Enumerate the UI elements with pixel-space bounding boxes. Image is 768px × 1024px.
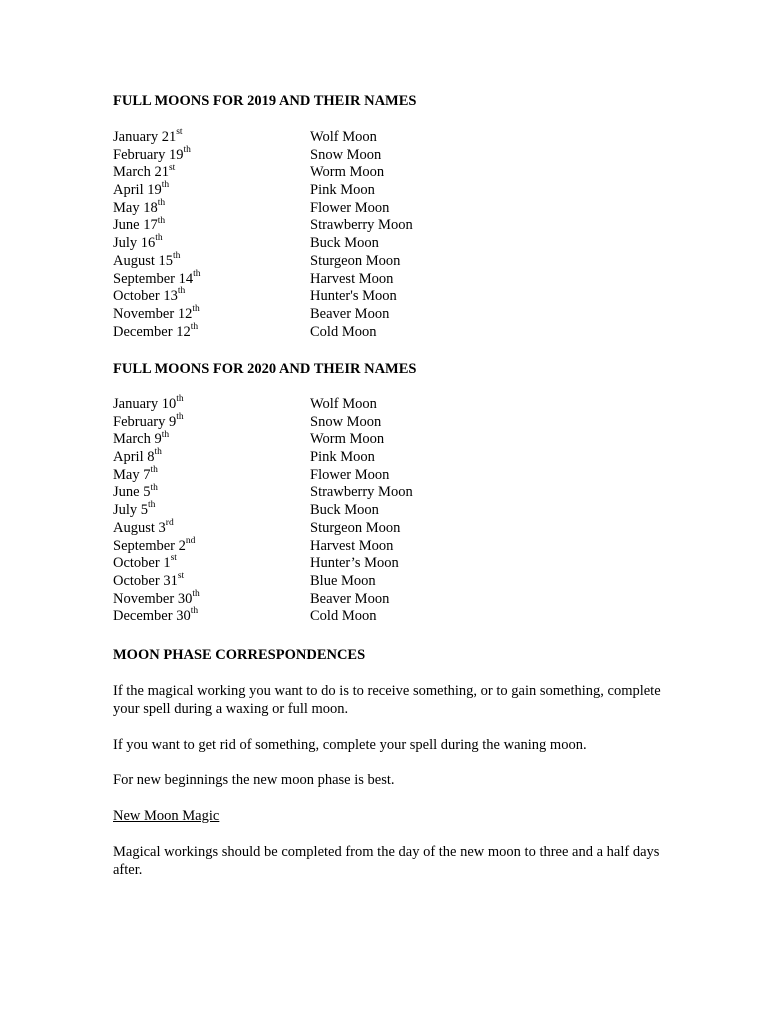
moon-date	[113, 608, 198, 626]
moon-date-suffix: th	[176, 394, 184, 405]
moon-date	[113, 573, 184, 591]
moon-name: Worm Moon	[310, 164, 385, 181]
paragraph-receive: If the magical working you want to do is to receive something, or to gain something, complete your spell during a waxing or full moon.	[113, 683, 661, 717]
paragraph-get-rid: If you want to get rid of something, complete your spell during the waning moon.	[113, 737, 587, 753]
moon-date-suffix: th	[161, 180, 170, 191]
moon-date-suffix: th	[176, 411, 184, 422]
moon-date-suffix: st	[177, 571, 185, 582]
moon-name: Harvest Moon	[310, 270, 394, 287]
moon-name: Cold Moon	[310, 323, 377, 340]
moon-date-text: December 12	[113, 323, 191, 340]
moon-row	[113, 164, 513, 182]
moon-name: Pink Moon	[310, 182, 375, 199]
moon-name: Snow Moon	[310, 146, 382, 163]
moon-date-text: March 9	[113, 431, 162, 448]
moon-date	[113, 517, 174, 538]
moon-date	[113, 464, 158, 485]
moon-date-suffix: th	[148, 500, 156, 511]
moon-date-suffix: th	[150, 482, 158, 493]
moon-date	[113, 235, 163, 253]
moon-row	[113, 396, 513, 414]
moon-row	[113, 288, 513, 306]
moon-date-text: August 3	[113, 519, 166, 536]
moon-date-text: November 30	[113, 590, 193, 607]
moon-date-text: March 21	[113, 164, 169, 181]
moon-date	[113, 502, 155, 520]
moon-name: Flower Moon	[310, 466, 390, 483]
moon-date-text: June 5	[113, 484, 151, 501]
moon-date-suffix: st	[170, 553, 177, 564]
moon-name: Wolf Moon	[310, 396, 377, 412]
moon-date-text: July 5	[113, 502, 149, 519]
moon-date-text: April 8	[113, 449, 155, 466]
moon-date	[113, 306, 200, 324]
moon-date	[113, 197, 166, 218]
moon-date-suffix: st	[176, 127, 183, 138]
moon-row	[113, 517, 513, 538]
moon-date-text: June 17	[113, 217, 158, 234]
moon-date-text: November 12	[113, 305, 193, 322]
moon-row	[113, 306, 513, 324]
moon-date-suffix: th	[192, 304, 200, 315]
moon-name: Sturgeon Moon	[310, 252, 401, 269]
moon-date	[113, 555, 177, 573]
moon-date-text: January 10	[113, 396, 177, 412]
moon-name: Buck Moon	[310, 502, 379, 519]
heading-2019: FULL MOONS FOR 2019 AND THEIR NAMES	[113, 93, 417, 109]
moon-date-text: February 19	[113, 146, 184, 163]
moon-row	[113, 588, 513, 609]
moon-date	[113, 321, 199, 342]
moon-date	[113, 144, 191, 165]
moon-date-suffix: rd	[165, 517, 174, 528]
moon-date-text: October 13	[113, 288, 178, 305]
moon-row	[113, 464, 513, 485]
heading-correspondences: MOON PHASE CORRESPONDENCES	[113, 647, 366, 663]
moon-name: Beaver Moon	[310, 305, 390, 322]
moon-row	[113, 431, 513, 449]
moon-date-suffix: th	[155, 233, 163, 244]
paragraph-new-moon-workings: Magical workings should be completed from the day of the new moon to three and a half days after.	[113, 844, 660, 878]
moon-name: Harvest Moon	[310, 537, 394, 554]
moon-name: Hunter's Moon	[310, 288, 397, 305]
moon-row	[113, 608, 513, 626]
moon-date-text: October 1	[113, 555, 171, 572]
moon-date-text: May 7	[113, 466, 151, 483]
moon-name: Strawberry Moon	[310, 484, 413, 501]
moon-date	[113, 288, 185, 306]
moon-date-suffix: th	[157, 215, 166, 226]
moon-date-suffix: th	[193, 268, 201, 279]
moon-name: Blue Moon	[310, 572, 376, 589]
moon-date	[113, 396, 184, 414]
moon-date-text: December 30	[113, 608, 191, 625]
moon-date-suffix: nd	[185, 535, 196, 546]
moon-name: Strawberry Moon	[310, 217, 413, 234]
moon-date-suffix: th	[183, 144, 191, 155]
moon-date-suffix: th	[190, 606, 199, 617]
moon-row	[113, 182, 513, 200]
moon-date-suffix: th	[190, 321, 199, 332]
moon-date-suffix: th	[192, 588, 200, 599]
moon-date-text: September 2	[113, 537, 186, 554]
paragraph-new-beginnings: For new beginnings the new moon phase is best.	[113, 772, 395, 788]
moon-name: Cold Moon	[310, 608, 377, 625]
moon-date-suffix: th	[161, 429, 170, 440]
heading-2020: FULL MOONS FOR 2020 AND THEIR NAMES	[113, 361, 417, 377]
moon-date-suffix: th	[157, 197, 166, 208]
moon-date	[113, 411, 184, 432]
moon-row	[113, 129, 513, 147]
moon-date-text: April 19	[113, 182, 162, 199]
moon-name: Flower Moon	[310, 199, 390, 216]
moon-name: Wolf Moon	[310, 129, 377, 145]
moon-date-suffix: th	[177, 286, 186, 297]
full-moons-2019-table	[113, 129, 513, 341]
moon-name: Pink Moon	[310, 449, 375, 466]
moon-date-text: July 16	[113, 235, 156, 252]
moon-date-text: February 9	[113, 413, 177, 430]
full-moons-2020-table	[113, 396, 513, 626]
moon-date-text: September 14	[113, 270, 194, 287]
moon-name: Buck Moon	[310, 235, 379, 252]
moon-row	[113, 555, 513, 573]
moon-row	[113, 250, 513, 271]
moon-row	[113, 573, 513, 591]
moon-row	[113, 268, 513, 289]
moon-name: Snow Moon	[310, 413, 382, 430]
moon-name: Hunter’s Moon	[310, 555, 399, 572]
moon-date-text: August 15	[113, 252, 174, 269]
moon-date-suffix: th	[154, 447, 162, 458]
moon-name: Beaver Moon	[310, 590, 390, 607]
subheading-new-moon-magic: New Moon Magic	[113, 808, 220, 824]
moon-row	[113, 217, 513, 235]
moon-date	[113, 535, 196, 556]
moon-date-text: January 21	[113, 129, 177, 145]
moon-name: Worm Moon	[310, 431, 385, 448]
moon-name: Sturgeon Moon	[310, 519, 401, 536]
moon-row	[113, 411, 513, 432]
moon-date-suffix: th	[173, 250, 181, 261]
moon-date-text: October 31	[113, 572, 178, 589]
moon-row	[113, 144, 513, 165]
moon-date-suffix: th	[150, 464, 158, 475]
moon-row	[113, 449, 513, 467]
moon-date-text: May 18	[113, 199, 158, 216]
moon-date	[113, 588, 200, 609]
moon-date	[113, 129, 183, 147]
moon-date-suffix: st	[168, 162, 176, 173]
moon-date	[113, 250, 181, 271]
moon-row	[113, 197, 513, 218]
moon-date	[113, 268, 201, 289]
moon-row	[113, 321, 513, 342]
moon-row	[113, 484, 513, 502]
